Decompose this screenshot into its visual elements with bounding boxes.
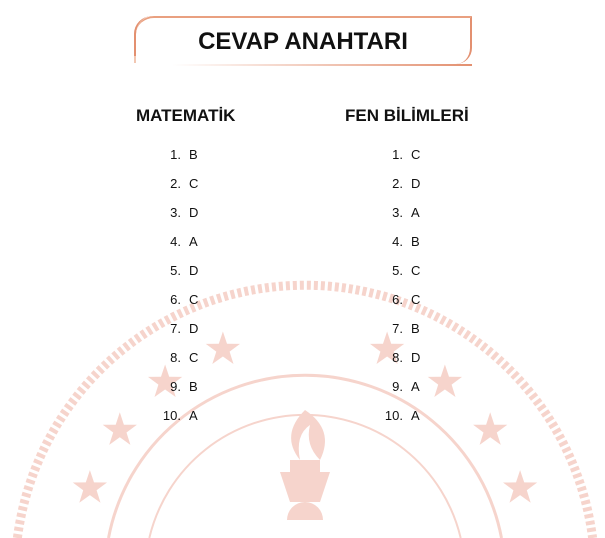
answer-row xyxy=(363,262,420,291)
answer-row xyxy=(363,378,420,407)
answer-letter: D xyxy=(411,176,421,191)
question-number: 7. xyxy=(170,321,181,336)
question-number: 4. xyxy=(392,234,403,249)
question-number: 10. xyxy=(384,408,403,423)
answer-letter: C xyxy=(411,263,421,278)
answer-letter: A xyxy=(189,234,198,249)
answer-row xyxy=(363,291,420,320)
question-number: 1. xyxy=(392,147,403,162)
star-icon xyxy=(73,470,107,503)
title-box xyxy=(136,16,472,64)
star-icon xyxy=(103,412,137,445)
star-icon xyxy=(206,332,240,365)
question-number: 6. xyxy=(392,292,403,307)
question-number: 3. xyxy=(392,205,403,220)
question-number: 2. xyxy=(170,176,181,191)
subject-heading-matematik: MATEMATİK xyxy=(136,106,236,125)
question-number: 6. xyxy=(170,292,181,307)
star-icon xyxy=(428,365,462,398)
question-number: 8. xyxy=(170,350,181,365)
answer-row xyxy=(363,204,420,233)
answer-row xyxy=(141,378,198,407)
answer-row xyxy=(141,146,198,175)
answer-letter: A xyxy=(189,408,198,423)
answer-row xyxy=(141,233,198,262)
answer-list-matematik xyxy=(141,146,198,436)
answer-row xyxy=(141,291,198,320)
star-icon xyxy=(503,470,537,503)
answer-letter: B xyxy=(189,147,198,162)
answer-letter: D xyxy=(411,350,421,365)
answer-letter: D xyxy=(189,321,199,336)
answer-list-fen xyxy=(363,146,420,436)
question-number: 9. xyxy=(392,379,403,394)
answer-row xyxy=(141,262,198,291)
question-number: 8. xyxy=(392,350,403,365)
answer-row xyxy=(363,233,420,262)
question-number: 4. xyxy=(170,234,181,249)
answer-row xyxy=(141,175,198,204)
answer-row xyxy=(141,349,198,378)
answer-row xyxy=(363,407,420,436)
question-number: 7. xyxy=(392,321,403,336)
answer-letter: A xyxy=(411,205,420,220)
answer-row xyxy=(363,146,420,175)
answer-letter: C xyxy=(411,292,421,307)
question-number: 9. xyxy=(170,379,181,394)
question-number: 3. xyxy=(170,205,181,220)
question-number: 1. xyxy=(170,147,181,162)
answer-letter: C xyxy=(189,350,199,365)
answer-letter: C xyxy=(189,176,199,191)
answer-row xyxy=(363,349,420,378)
answer-letter: B xyxy=(189,379,198,394)
answer-letter: B xyxy=(411,234,420,249)
answer-letter: D xyxy=(189,263,199,278)
answer-letter: C xyxy=(189,292,199,307)
answer-row xyxy=(363,175,420,204)
answer-letter: A xyxy=(411,408,420,423)
answer-letter: B xyxy=(411,321,420,336)
page-title: CEVAP ANAHTARI xyxy=(198,28,408,55)
question-number: 5. xyxy=(170,263,181,278)
answer-row xyxy=(363,320,420,349)
star-icon xyxy=(473,412,507,445)
answer-row xyxy=(141,320,198,349)
subject-heading-fen: FEN BİLİMLERİ xyxy=(345,106,469,125)
question-number: 2. xyxy=(392,176,403,191)
answer-letter: C xyxy=(411,147,421,162)
question-number: 5. xyxy=(392,263,403,278)
answer-letter: A xyxy=(411,379,420,394)
answer-letter: D xyxy=(189,205,199,220)
answer-row xyxy=(141,407,198,436)
question-number: 10. xyxy=(162,408,181,423)
answer-row xyxy=(141,204,198,233)
